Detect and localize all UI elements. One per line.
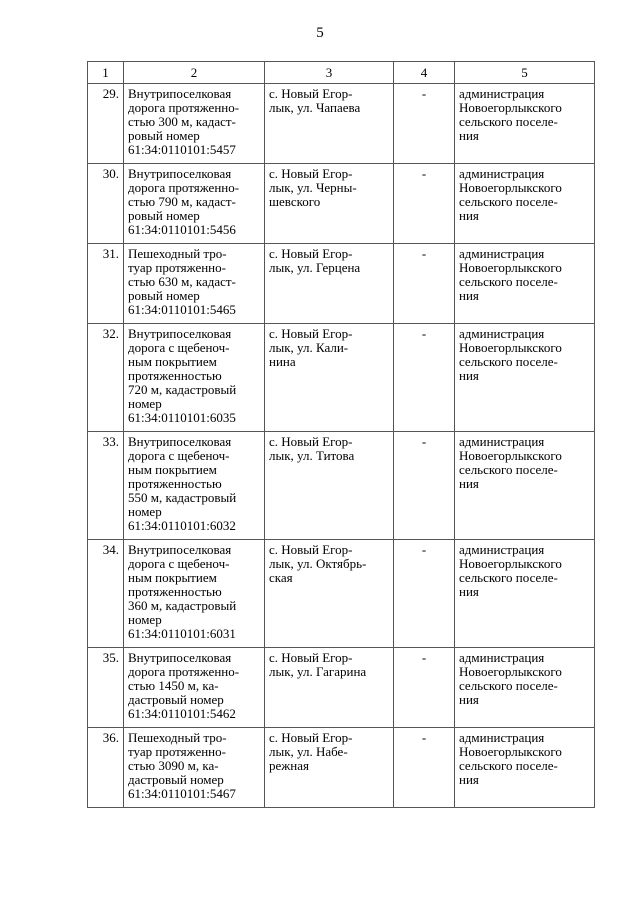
cell-line: администрация <box>459 650 545 665</box>
owner-name <box>455 324 595 432</box>
cell-line: протяженностью <box>128 368 222 383</box>
cell-line: лык, ул. Кали- <box>269 340 349 355</box>
cell-line: лык, ул. Черны- <box>269 180 357 195</box>
cell-line: лык, ул. Набе- <box>269 744 348 759</box>
cell-line: режная <box>269 758 309 773</box>
object-description <box>124 84 265 164</box>
cell-line: сельского поселе- <box>459 354 558 369</box>
cell-line: номер <box>128 612 162 627</box>
cell-line: администрация <box>459 326 545 341</box>
cell-line: 360 м, кадастровый <box>128 598 237 613</box>
object-description <box>124 324 265 432</box>
object-description <box>124 540 265 648</box>
cell-line: ровый номер <box>128 128 200 143</box>
row-number: 29. <box>88 84 124 164</box>
cell-line: ния <box>459 772 479 787</box>
column-4-value: - <box>394 432 455 540</box>
owner-name <box>455 432 595 540</box>
cell-line: Новоегорлыкского <box>459 260 562 275</box>
cell-line: администрация <box>459 166 545 181</box>
cell-line: Новоегорлыкского <box>459 664 562 679</box>
table-row <box>88 244 595 324</box>
cell-line: Внутрипоселковая <box>128 166 232 181</box>
header-cell: 3 <box>265 62 394 84</box>
cell-line: стью 1450 м, ка- <box>128 678 219 693</box>
cell-line: дастровый номер <box>128 692 224 707</box>
cell-line: дорога с щебеноч- <box>128 556 230 571</box>
cell-line: ным покрытием <box>128 570 217 585</box>
object-description <box>124 244 265 324</box>
table-row <box>88 324 595 432</box>
cell-line: лык, ул. Гагарина <box>269 664 367 679</box>
owner-name <box>455 244 595 324</box>
row-number: 36. <box>88 728 124 808</box>
cell-line: Внутрипоселковая <box>128 326 232 341</box>
table-row <box>88 540 595 648</box>
header-row <box>88 62 595 84</box>
owner-name <box>455 164 595 244</box>
cell-line: ным покрытием <box>128 462 217 477</box>
cell-line: сельского поселе- <box>459 194 558 209</box>
table-body <box>88 84 595 808</box>
cell-line: администрация <box>459 434 545 449</box>
object-location <box>265 432 394 540</box>
cell-line: номер <box>128 396 162 411</box>
cell-line: ния <box>459 476 479 491</box>
object-description <box>124 432 265 540</box>
cell-line: ния <box>459 692 479 707</box>
column-4-value: - <box>394 84 455 164</box>
cell-line: шевского <box>269 194 321 209</box>
cell-line: Пешеходный тро- <box>128 730 227 745</box>
cell-line: туар протяженно- <box>128 260 226 275</box>
cell-line: администрация <box>459 730 545 745</box>
cell-line: ния <box>459 584 479 599</box>
cell-line: 61:34:0110101:6035 <box>128 410 236 425</box>
object-location <box>265 244 394 324</box>
cell-line: с. Новый Егор- <box>269 326 353 341</box>
object-description <box>124 728 265 808</box>
cell-line: администрация <box>459 542 545 557</box>
cell-line: стью 630 м, кадаст- <box>128 274 236 289</box>
header-cell: 2 <box>124 62 265 84</box>
cell-line: Новоегорлыкского <box>459 100 562 115</box>
cell-line: 550 м, кадастровый <box>128 490 237 505</box>
column-4-value: - <box>394 728 455 808</box>
cell-line: сельского поселе- <box>459 758 558 773</box>
cell-line: Внутрипоселковая <box>128 434 232 449</box>
row-number: 30. <box>88 164 124 244</box>
object-location <box>265 324 394 432</box>
cell-line: с. Новый Егор- <box>269 166 353 181</box>
cell-line: Внутрипоселковая <box>128 86 232 101</box>
owner-name <box>455 728 595 808</box>
column-4-value: - <box>394 324 455 432</box>
cell-line: Новоегорлыкского <box>459 180 562 195</box>
cell-line: сельского поселе- <box>459 462 558 477</box>
cell-line: Новоегорлыкского <box>459 448 562 463</box>
cell-line: с. Новый Егор- <box>269 86 353 101</box>
cell-line: стью 300 м, кадаст- <box>128 114 236 129</box>
cell-line: лык, ул. Титова <box>269 448 355 463</box>
table-row <box>88 728 595 808</box>
cell-line: дорога с щебеноч- <box>128 340 230 355</box>
cell-line: с. Новый Егор- <box>269 650 353 665</box>
row-number: 33. <box>88 432 124 540</box>
table-row <box>88 84 595 164</box>
cell-line: ровый номер <box>128 208 200 223</box>
cell-line: Новоегорлыкского <box>459 556 562 571</box>
cell-line: лык, ул. Чапаева <box>269 100 361 115</box>
cell-line: дорога с щебеноч- <box>128 448 230 463</box>
cell-line: ния <box>459 128 479 143</box>
cell-line: ская <box>269 570 293 585</box>
cell-line: сельского поселе- <box>459 678 558 693</box>
cell-line: с. Новый Егор- <box>269 542 353 557</box>
cell-line: ния <box>459 368 479 383</box>
object-location <box>265 728 394 808</box>
cell-line: протяженностью <box>128 584 222 599</box>
object-location <box>265 648 394 728</box>
cell-line: с. Новый Егор- <box>269 246 353 261</box>
cell-line: администрация <box>459 246 545 261</box>
cell-line: стью 790 м, кадаст- <box>128 194 236 209</box>
property-table <box>87 61 595 808</box>
object-location <box>265 164 394 244</box>
cell-line: сельского поселе- <box>459 570 558 585</box>
cell-line: дорога протяженно- <box>128 100 240 115</box>
table-row <box>88 648 595 728</box>
cell-line: ния <box>459 288 479 303</box>
column-4-value: - <box>394 540 455 648</box>
header-cell: 5 <box>455 62 595 84</box>
page-number: 5 <box>316 25 324 41</box>
row-number: 34. <box>88 540 124 648</box>
cell-line: туар протяженно- <box>128 744 226 759</box>
cell-line: протяженностью <box>128 476 222 491</box>
column-4-value: - <box>394 648 455 728</box>
owner-name <box>455 540 595 648</box>
cell-line: с. Новый Егор- <box>269 730 353 745</box>
row-number: 35. <box>88 648 124 728</box>
cell-line: 61:34:0110101:5467 <box>128 786 236 801</box>
cell-line: Внутрипоселковая <box>128 650 232 665</box>
cell-line: сельского поселе- <box>459 274 558 289</box>
owner-name <box>455 84 595 164</box>
cell-line: Внутрипоселковая <box>128 542 232 557</box>
owner-name <box>455 648 595 728</box>
cell-line: с. Новый Егор- <box>269 434 353 449</box>
column-4-value: - <box>394 164 455 244</box>
cell-line: стью 3090 м, ка- <box>128 758 219 773</box>
cell-line: 61:34:0110101:5465 <box>128 302 236 317</box>
cell-line: Новоегорлыкского <box>459 340 562 355</box>
header-cell: 4 <box>394 62 455 84</box>
cell-line: ным покрытием <box>128 354 217 369</box>
cell-line: 61:34:0110101:6032 <box>128 518 236 533</box>
cell-line: администрация <box>459 86 545 101</box>
cell-line: нина <box>269 354 296 369</box>
row-number: 32. <box>88 324 124 432</box>
cell-line: дорога протяженно- <box>128 180 240 195</box>
cell-line: Новоегорлыкского <box>459 744 562 759</box>
table-row <box>88 164 595 244</box>
cell-line: 61:34:0110101:5456 <box>128 222 236 237</box>
cell-line: 61:34:0110101:5457 <box>128 142 236 157</box>
object-description <box>124 164 265 244</box>
object-location <box>265 84 394 164</box>
cell-line: дорога протяженно- <box>128 664 240 679</box>
object-location <box>265 540 394 648</box>
cell-line: Пешеходный тро- <box>128 246 227 261</box>
cell-line: ния <box>459 208 479 223</box>
table-row <box>88 432 595 540</box>
header-cell: 1 <box>88 62 124 84</box>
cell-line: дастровый номер <box>128 772 224 787</box>
cell-line: лык, ул. Октябрь- <box>269 556 367 571</box>
cell-line: 61:34:0110101:5462 <box>128 706 236 721</box>
row-number: 31. <box>88 244 124 324</box>
cell-line: номер <box>128 504 162 519</box>
cell-line: ровый номер <box>128 288 200 303</box>
cell-line: сельского поселе- <box>459 114 558 129</box>
object-description <box>124 648 265 728</box>
cell-line: 720 м, кадастровый <box>128 382 237 397</box>
cell-line: 61:34:0110101:6031 <box>128 626 236 641</box>
column-4-value: - <box>394 244 455 324</box>
cell-line: лык, ул. Герцена <box>269 260 361 275</box>
